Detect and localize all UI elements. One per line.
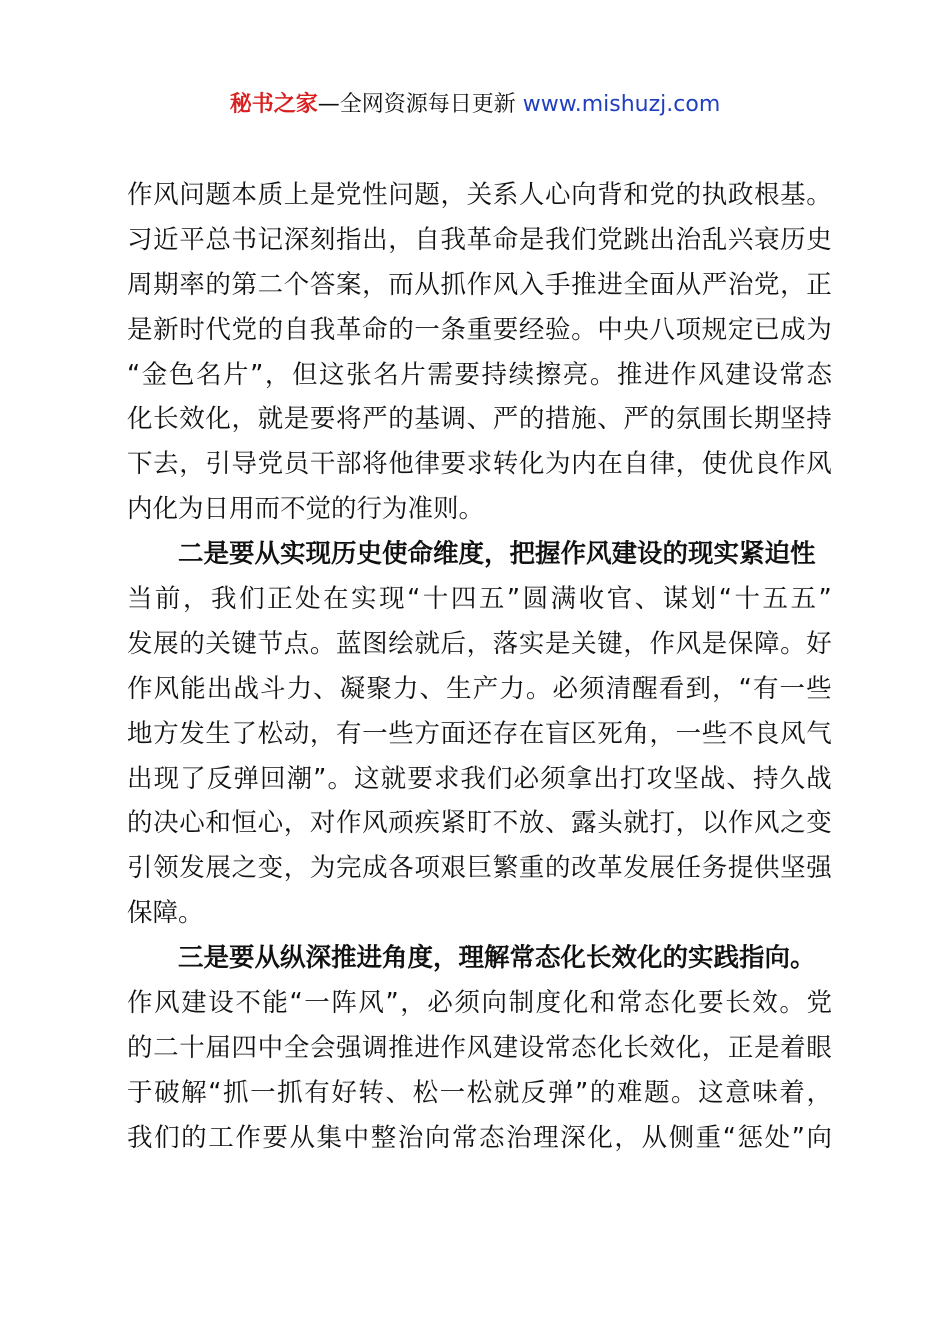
text-line: 习 近 平 总 书 记 深 刻 指 出 ， 自 我 革 命 是 我 们 党 跳 出 治 乱 兴 衰 历 史 xyxy=(127,224,832,255)
page-header xyxy=(0,88,950,122)
text-line: 作 风 问 题 本 质 上 是 党 性 问 题 ， 关 系 人 心 向 背 和 党 的 执 政 根 基 。 xyxy=(127,180,832,210)
text-line: 化 长 效 化 ， 就 是 要 将 严 的 基 调 、 严 的 措 施 、 严 的 氛 围 长 期 坚 持 xyxy=(127,404,832,435)
text-line: “ 金 色 名 片 ” ， 但 这 张 名 片 需 要 持 续 擦 亮 。 推 进 作 风 建 设 常 态 xyxy=(127,359,832,390)
text-line: 地 方 发 生 了 松 动 ， 有 一 些 方 面 还 存 在 盲 区 死 角 ， 一 些 不 良 风 气 xyxy=(127,718,832,749)
text-line: 周 期 率 的 第 二 个 答 案 ， 而 从 抓 作 风 入 手 推 进 全 面 从 严 治 党 ， 正 xyxy=(127,269,832,300)
text-line: 出 现 了 反 弹 回 潮 ” 。 这 就 要 求 我 们 必 须 拿 出 打 攻 坚 战 、 持 久 战 xyxy=(127,763,832,794)
text-line: 当 前 ， 我 们 正 处 在 实 现 “ 十 四 五 ” 圆 满 收 官 、 谋 划 “ 十 五 五 ” xyxy=(127,584,832,615)
section-heading-2: 二是要从实现历史使命维度，把握作风建设的现实紧迫性 xyxy=(178,539,816,570)
section-heading-3: 三是要从纵深推进角度，理解常态化长效化的实践指向。 xyxy=(178,943,816,974)
text-line: 我 们 的 工 作 要 从 集 中 整 治 向 常 态 治 理 深 化 ， 从 侧 重 “ 惩 处 ” 向 xyxy=(127,1122,832,1153)
text-line: 发 展 的 关 键 节 点 。 蓝 图 绘 就 后 ， 落 实 是 关 键 ， 作 风 是 保 障 。 好 xyxy=(127,628,832,659)
text-line: 引 领 发 展 之 变 ， 为 完 成 各 项 艰 巨 繁 重 的 改 革 发 展 任 务 提 供 坚 强 xyxy=(127,853,832,884)
text-line: 的 决 心 和 恒 心 ， 对 作 风 顽 疾 紧 盯 不 放 、 露 头 就 打 ， 以 作 风 之 变 xyxy=(127,808,832,839)
text-line: 内化为日用而不觉的行为准则。 xyxy=(127,494,485,525)
document-body xyxy=(127,173,832,1161)
text-line: 是 新 时 代 党 的 自 我 革 命 的 一 条 重 要 经 验 。 中 央 八 项 规 定 已 成 为 xyxy=(127,314,832,345)
text-line: 作 风 能 出 战 斗 力 、 凝 聚 力 、 生 产 力 。 必 须 清 醒 看 到 ， “ 有 一 些 xyxy=(127,673,832,704)
text-line: 下 去 ， 引 导 党 员 干 部 将 他 律 要 求 转 化 为 内 在 自 律 ， 使 优 良 作 风 xyxy=(127,449,832,480)
brand-name: 秘书之家 xyxy=(229,92,318,117)
text-line: 作 风 建 设 不 能 “ 一 阵 风 ” ， 必 须 向 制 度 化 和 常 态 化 要 长 效 。 党 xyxy=(127,988,832,1019)
text-line: 的 二 十 届 四 中 全 会 强 调 推 进 作 风 建 设 常 态 化 长 效 化 ， 正 是 着 眼 xyxy=(127,1032,832,1063)
website-link[interactable]: www.mishuzj.com xyxy=(522,92,721,117)
header-slogan: —全网资源每日更新 xyxy=(317,92,523,117)
text-line: 于 破 解 “ 抓 一 抓 有 好 转 、 松 一 松 就 反 弹 ” 的 难 题 。 这 意 味 着 ， xyxy=(127,1077,832,1108)
text-line: 保障。 xyxy=(127,898,204,929)
